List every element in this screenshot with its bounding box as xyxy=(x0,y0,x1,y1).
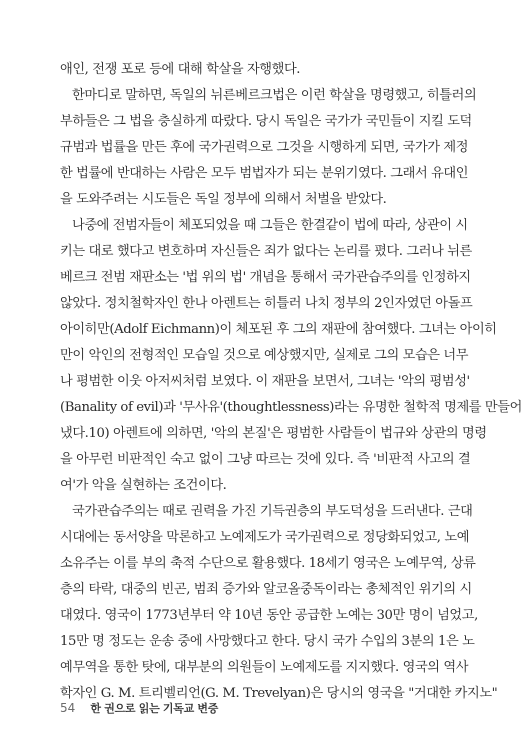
text-line: 키는 대로 했다고 변호하며 자신들은 죄가 없다는 논리를 폈다. 그러나 뉘른 xyxy=(60,244,472,259)
text-line: 예무역을 통한 탓에, 대부분의 의원들이 노예제도를 지지했다. 영국의 역사 xyxy=(60,660,469,675)
text-line: 국가관습주의는 때로 권력을 가진 기득권층의 부도덕성을 드러낸다. 근대 xyxy=(72,504,473,519)
text-line: 아이히만(Adolf Eichmann)이 체포된 후 그의 재판에 참여했다. 그녀는 아이히 xyxy=(60,322,497,337)
text-line: 부하들은 그 법을 충실하게 따랐다. 당시 독일은 국가가 국민들이 지킬 도덕 xyxy=(60,114,472,129)
text-line: 대였다. 영국이 1773년부터 약 10년 동안 공급한 노예는 30만 명이 넘었고, xyxy=(60,608,478,623)
text-line: 나중에 전범자들이 체포되었을 때 그들은 한결같이 법에 따라, 상관이 시 xyxy=(72,218,468,233)
text-line: 규범과 법률을 만든 후에 국가권력으로 그것을 시행하게 되면, 국가가 제정 xyxy=(60,140,469,155)
text-line: 을 아무런 비판적인 숙고 없이 그냥 따르는 것에 있다. 즉 '비판적 사고의 결 xyxy=(60,452,471,467)
text-line: 냈다.10) 아렌트에 의하면, '악의 본질'은 평범한 사람들이 법규와 상관의 명령 xyxy=(60,426,487,441)
text-line: 않았다. 정치철학자인 한나 아렌트는 히틀러 나치 정부의 2인자였던 아돌프 xyxy=(60,296,473,311)
book-title: 한 권으로 읽는 기독교 변증 xyxy=(90,702,219,715)
text-line: (Banality of evil)과 '무사유'(thoughtlessness)라는 유명한 철학적 명제를 만들어 xyxy=(60,400,522,415)
text-line: 한 법률에 반대하는 사람은 모두 범법자가 되는 분위기였다. 그래서 유대인 xyxy=(60,166,469,181)
text-line: 한마디로 말하면, 독일의 뉘른베르크법은 이런 학살을 명령했고, 히틀러의 xyxy=(72,88,477,103)
text-line: 소유주는 이를 부의 축적 수단으로 활용했다. 18세기 영국은 노예무역, 상류 xyxy=(60,556,476,571)
page-number: 54 xyxy=(60,701,76,715)
text-line: 15만 명 정도는 운송 중에 사망했다고 한다. 당시 국가 수입의 3분의 1은 노 xyxy=(60,634,475,649)
text-line: 을 도와주려는 시도들은 독일 정부에 의해서 처벌을 받았다. xyxy=(60,192,387,207)
text-line: 시대에는 동서양을 막론하고 노예제도가 국가권력으로 정당화되었고, 노예 xyxy=(60,530,470,545)
page-footer xyxy=(60,697,218,717)
text-line: 여'가 악을 실현하는 조건이다. xyxy=(60,478,227,493)
text-line: 학자인 G. M. 트리벨리언(G. M. Trevelyan)은 당시의 영국을 "거대한 카지노" xyxy=(60,686,498,701)
text-line: 애인, 전쟁 포로 등에 대해 학살을 자행했다. xyxy=(60,62,301,77)
body-text xyxy=(60,57,522,707)
text-line: 만이 악인의 전형적인 모습일 것으로 예상했지만, 실제로 그의 모습은 너무 xyxy=(60,348,469,363)
text-line: 베르크 전범 재판소는 '법 위의 법' 개념을 통해서 국가관습주의를 인정하지 xyxy=(60,270,471,285)
text-line: 나 평범한 이웃 아저씨처럼 보였다. 이 재판을 보면서, 그녀는 '악의 평범성' xyxy=(60,374,470,389)
text-line: 층의 타락, 대중의 빈곤, 범죄 증가와 알코올중독이라는 총체적인 위기의 시 xyxy=(60,582,472,597)
